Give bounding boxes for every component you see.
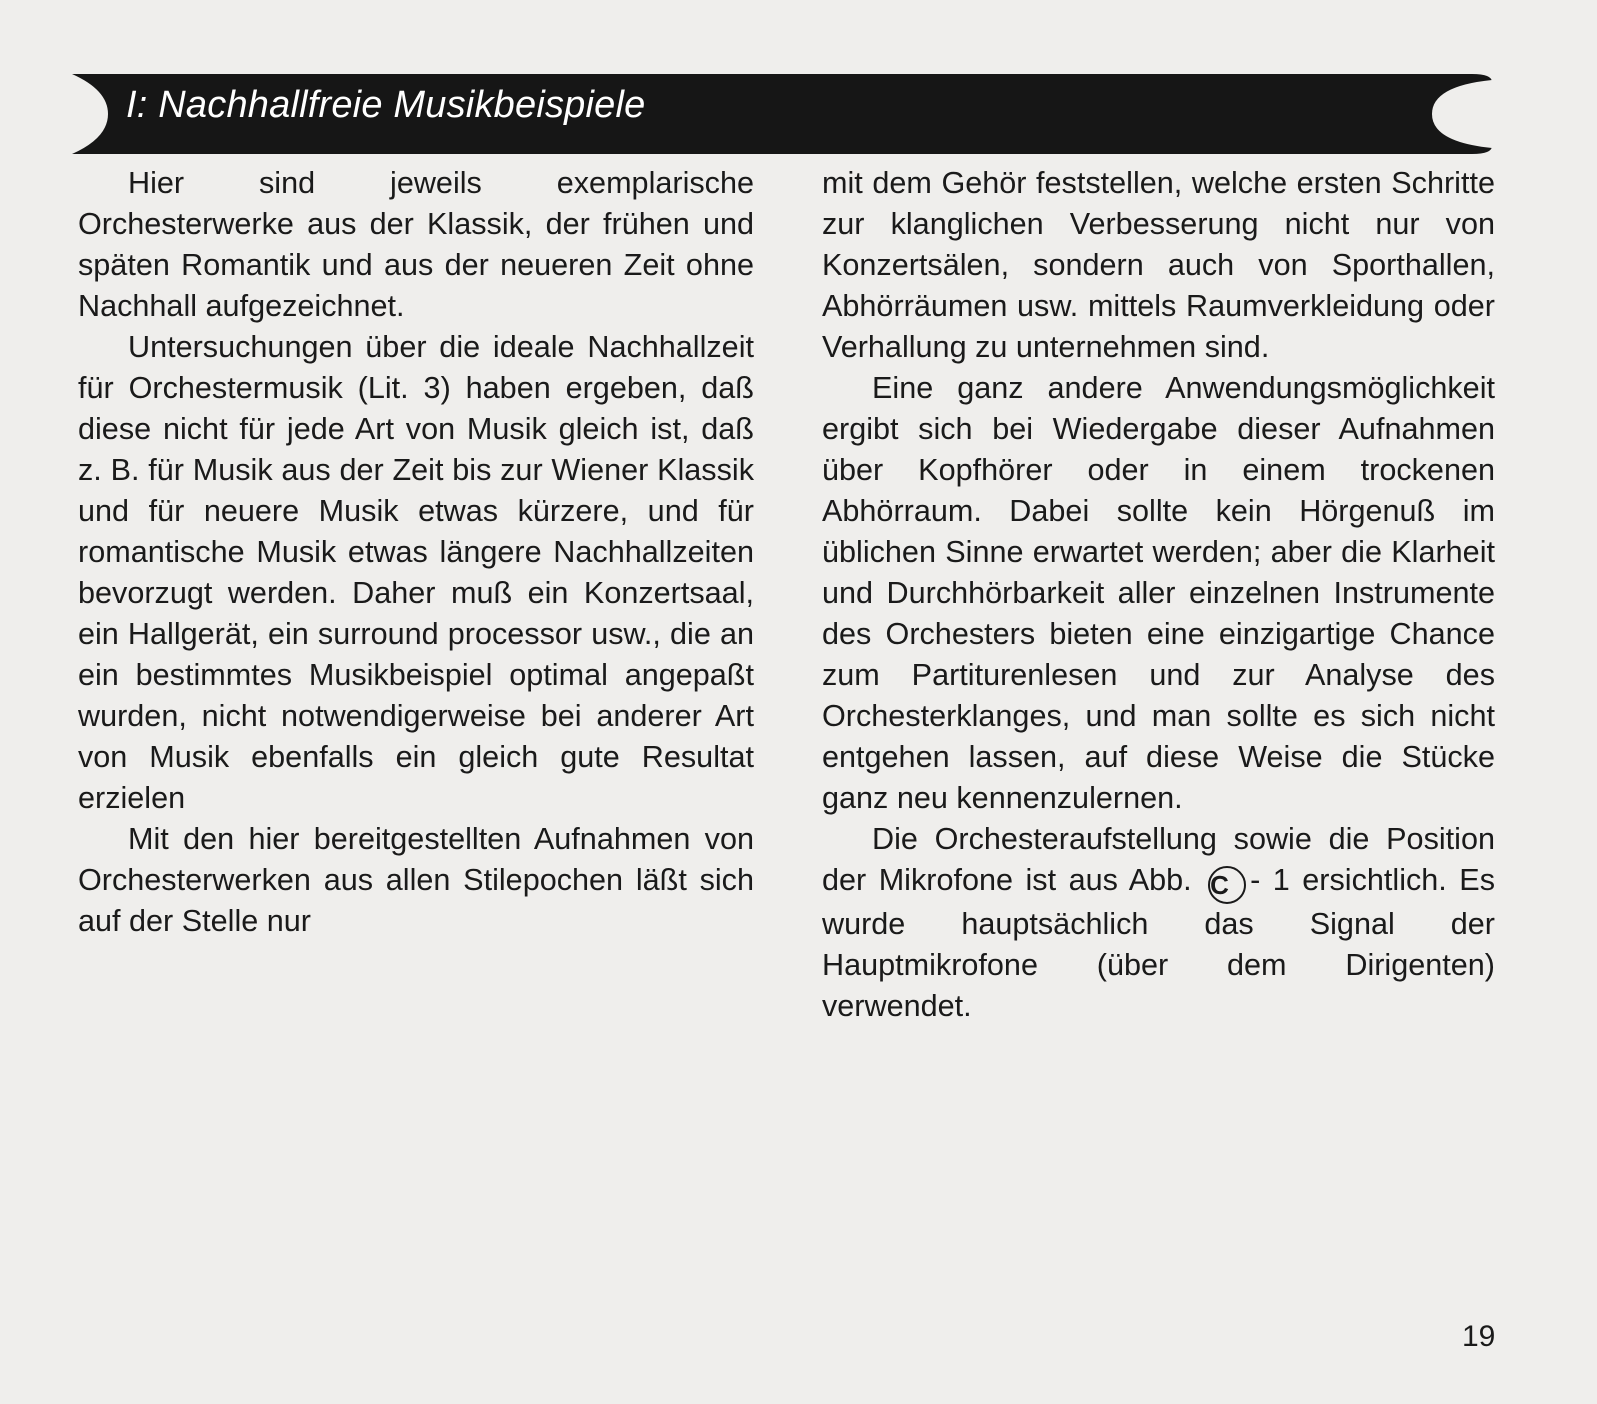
page-number: 19 xyxy=(1462,1320,1496,1353)
paragraph-microphones xyxy=(822,819,1495,1027)
figure-c-symbol: C xyxy=(1208,866,1246,904)
paragraph-continuation: mit dem Gehör feststellen, welche ersten Schritte zur klanglichen Verbesserung nicht nur von Konzertsälen, sondern auch von Sporthallen, Abhörräumen usw. mittels Raumverkleidung oder Verhallung zu unternehmen sind. xyxy=(822,166,1495,364)
left-text-column xyxy=(78,163,754,942)
mic-text-after: - 1 ersichtlich. Es wurde hauptsächlich das Signal der Hauptmikrofone (über dem Dirigenten) verwendet. xyxy=(822,863,1495,1023)
right-text-column xyxy=(822,163,1495,1027)
paragraph-intro: Hier sind jeweils exemplarische Orchesterwerke aus der Klassik, der frühen und späten Romantik und aus der neueren Zeit ohne Nachhall aufgezeichnet. xyxy=(78,166,754,323)
paragraph-reverb-research: Untersuchungen über die ideale Nachhallzeit für Orchestermusik (Lit. 3) haben ergeben, daß diese nicht für jede Art von Musik gleich ist, daß z. B. für Musik aus der Zeit bis zur Wiener Klassik und für neuere Musik etwas kürzere, und für romantische Musik etwas längere Nachhallzeiten bevorzugt werden. Daher muß ein Konzertsaal, ein Hallgerät, ein surround processor usw., die an ein bestimmtes Musikbeispiel optimal angepaßt wurden, nicht notwendigerweise bei anderer Art von Musik ebenfalls ein gleich gute Resultat erzielen xyxy=(78,330,754,815)
paragraph-recordings: Mit den hier bereitgestellten Aufnahmen von Orchesterwerken aus allen Stilepochen läßt sich auf der Stelle nur xyxy=(78,822,754,938)
section-header-bar xyxy=(72,74,1492,154)
paragraph-headphones: Eine ganz andere Anwendungsmöglichkeit ergibt sich bei Wiedergabe dieser Aufnahmen über Kopfhörer oder in einem trockenen Abhörraum. Dabei sollte kein Hörgenuß im üblichen Sinne erwartet werden; aber die Klarheit und Durchhörbarkeit aller einzelnen Instrumente des Orchesters bieten eine einzigartige Chance zum Partiturenlesen und zur Analyse des Orchesterklanges, und man sollte es sich nicht entgehen lassen, auf diese Weise die Stücke ganz neu kennenzulernen. xyxy=(822,371,1495,815)
section-title: I: Nachhallfreie Musikbeispiele xyxy=(126,84,646,126)
mic-text-before: Die Orchesteraufstellung sowie die Position der Mikrofone ist aus Abb. xyxy=(822,822,1495,897)
